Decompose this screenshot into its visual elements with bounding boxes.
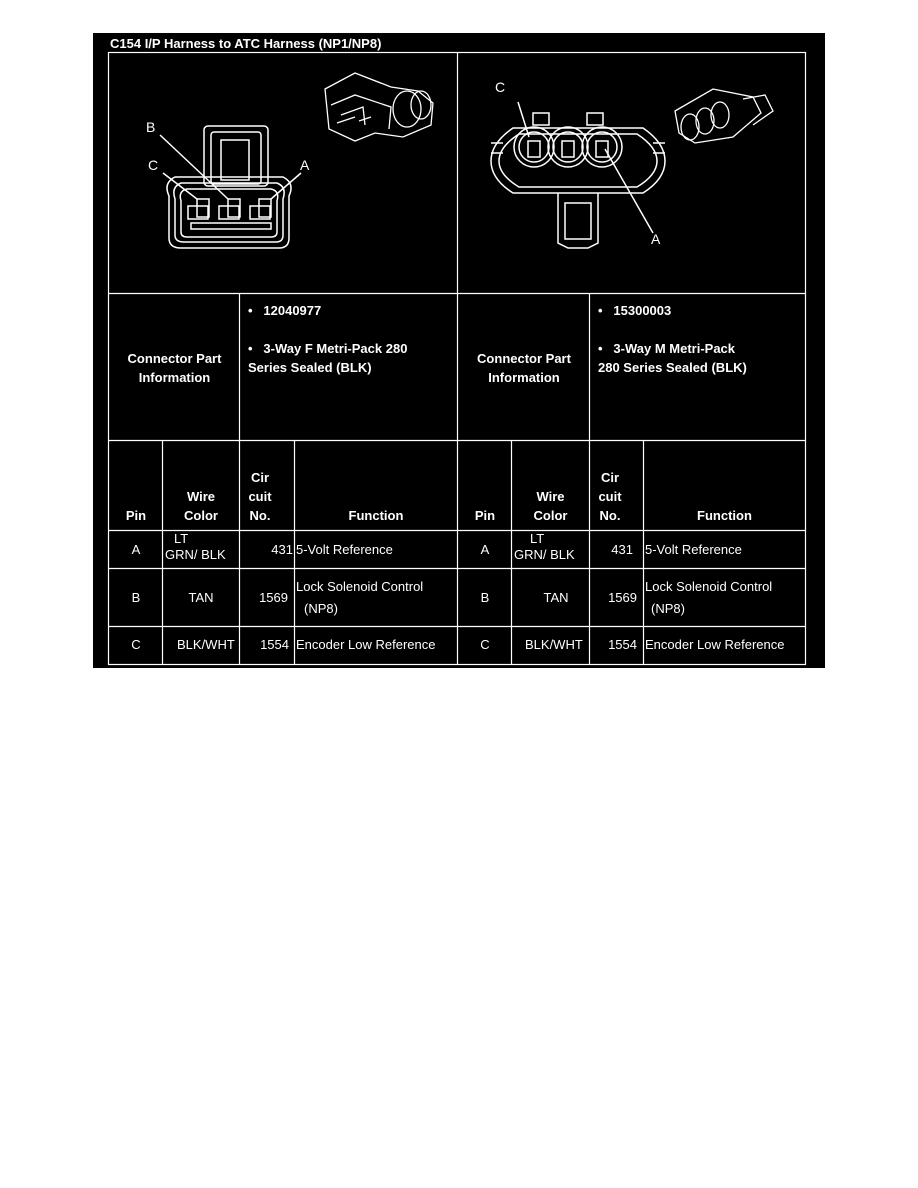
header-circuit: Cir cuit No. <box>598 470 622 523</box>
row-b-circuit: 1569 <box>608 590 637 605</box>
row-c-circuit: 1554 <box>608 637 637 652</box>
connector-info-label: Connector Part Information <box>127 351 222 385</box>
row-a-function: 5-Volt Reference <box>645 542 742 557</box>
header-wire-color: Wire Color <box>533 489 568 523</box>
pin-label-b: B <box>146 119 156 135</box>
connector-description: • 3-Way M Metri-Pack 280 Series Sealed (BLK) <box>598 341 747 375</box>
row-a-function: 5-Volt Reference <box>296 542 393 557</box>
connector-description: • 3-Way F Metri-Pack 280 Series Sealed (BLK) <box>248 341 408 375</box>
row-b-function: Lock Solenoid Control (NP8) <box>296 579 424 616</box>
row-b-pin: B <box>480 590 490 605</box>
male-connector-face <box>491 102 665 248</box>
row-b-function: Lock Solenoid Control (NP8) <box>645 579 773 616</box>
connector-info-label: Connector Part Information <box>477 351 571 385</box>
pin-label-c: C <box>495 79 506 95</box>
female-connector-3d <box>325 73 433 141</box>
row-c-function: Encoder Low Reference <box>296 637 436 652</box>
row-a-circuit: 431 <box>611 542 633 557</box>
row-b-pin: B <box>131 590 141 605</box>
header-pin: Pin <box>474 508 496 523</box>
row-a-wire-color: LT GRN/ BLK <box>514 531 575 562</box>
row-c-wire-color: BLK/WHT <box>177 637 235 652</box>
header-function: Function <box>697 508 752 523</box>
row-b-wire-color: TAN <box>543 590 569 605</box>
pin-label-a: A <box>651 231 661 247</box>
male-connector-3d <box>675 89 773 143</box>
row-a-wire-color: LT GRN/ BLK <box>165 531 226 562</box>
page-title: C154 I/P Harness to ATC Harness (NP1/NP8) <box>110 36 382 51</box>
pin-label-a: A <box>300 157 310 173</box>
row-a-pin: A <box>480 542 490 557</box>
row-a-circuit: 431 <box>271 542 293 557</box>
row-c-pin: C <box>480 637 490 652</box>
part-number: • 12040977 <box>248 303 322 318</box>
pin-label-c: C <box>148 157 159 173</box>
part-number: • 15300003 <box>598 303 672 318</box>
row-b-wire-color: TAN <box>188 590 214 605</box>
header-function: Function <box>348 508 404 523</box>
row-a-pin: A <box>131 542 141 557</box>
row-b-circuit: 1569 <box>259 590 288 605</box>
header-circuit: Cir cuit No. <box>248 470 272 523</box>
header-pin: Pin <box>125 508 147 523</box>
row-c-function: Encoder Low Reference <box>645 637 785 652</box>
row-c-wire-color: BLK/WHT <box>525 637 583 652</box>
row-c-circuit: 1554 <box>260 637 289 652</box>
row-c-pin: C <box>131 637 141 652</box>
female-connector-face <box>160 126 301 248</box>
header-wire-color: Wire Color <box>184 489 218 523</box>
connector-panel <box>93 33 825 668</box>
